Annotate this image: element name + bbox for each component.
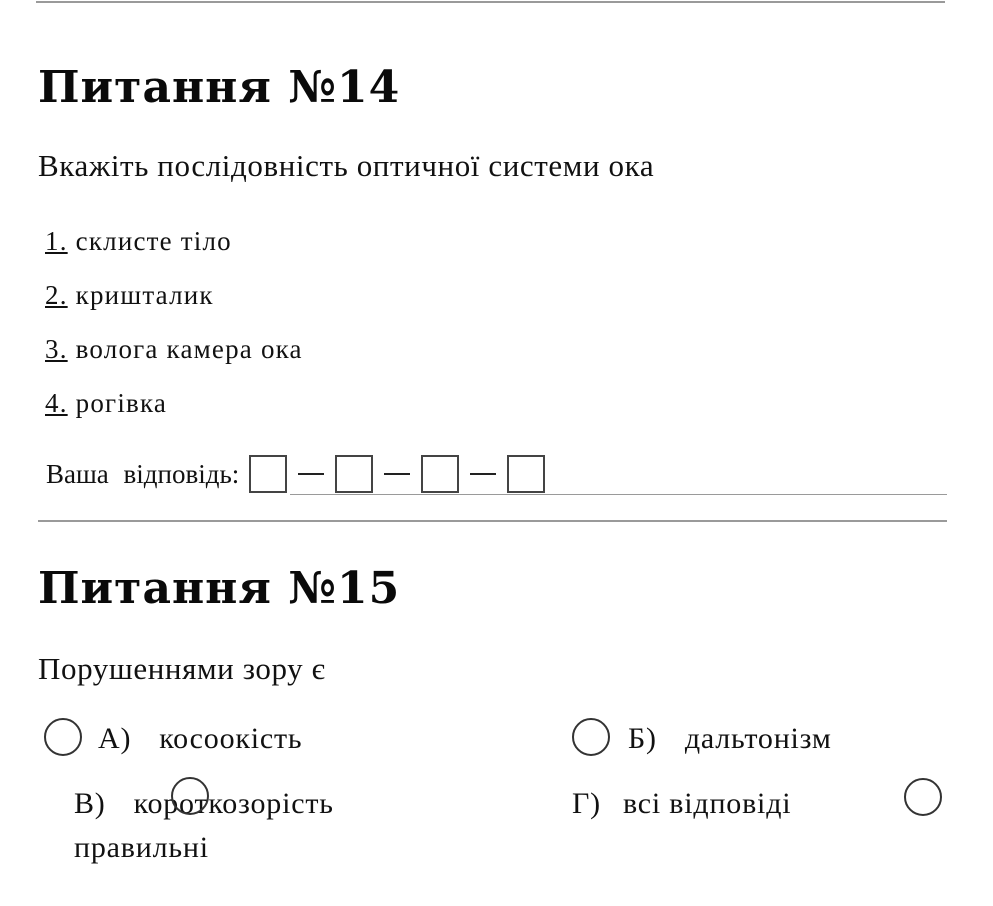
dash-separator: [470, 473, 496, 475]
radio-option-g[interactable]: [904, 778, 942, 816]
option-g: [572, 782, 791, 826]
option-letter: А): [98, 722, 132, 755]
option-label: дальтонізм: [684, 722, 832, 755]
list-item-number: 1.: [45, 226, 68, 256]
option-v: [74, 782, 474, 870]
option-a: [98, 722, 302, 756]
answer-label: Ваша відповідь:: [46, 458, 240, 489]
question-15-title: Питання №15: [38, 563, 401, 614]
option-label: всі відповіді: [622, 787, 792, 820]
list-item: [45, 280, 214, 311]
option-letter: Б): [628, 722, 657, 755]
answer-box-2[interactable]: [335, 455, 373, 493]
list-item: [45, 226, 232, 257]
option-letter: В): [74, 787, 106, 820]
answer-row: [46, 453, 545, 495]
dash-separator: [384, 473, 410, 475]
list-item-label: склисте тіло: [75, 226, 232, 256]
radio-option-v[interactable]: [171, 777, 209, 815]
divider-top: [36, 1, 945, 3]
divider-answer: [290, 494, 947, 495]
option-letter: Г): [572, 787, 601, 820]
radio-option-b[interactable]: [572, 718, 610, 756]
list-item-label: рогівка: [75, 388, 168, 418]
dash-separator: [298, 473, 324, 475]
question-15-text: Порушеннями зору є: [38, 651, 326, 686]
answer-box-4[interactable]: [507, 455, 545, 493]
divider-section: [38, 520, 947, 522]
question-14-text: Вкажіть послідовність оптичної системи ока: [38, 148, 655, 183]
question-14-title: Питання №14: [38, 62, 401, 113]
list-item: [45, 388, 167, 419]
option-label: косоокість: [159, 722, 303, 755]
radio-option-a[interactable]: [44, 718, 82, 756]
answer-box-1[interactable]: [249, 455, 287, 493]
option-label-continuation: правильні: [74, 831, 209, 864]
list-item-label: волога камера ока: [75, 334, 303, 364]
list-item-label: кришталик: [75, 280, 214, 310]
answer-box-3[interactable]: [421, 455, 459, 493]
list-item-number: 2.: [45, 280, 68, 310]
option-label: короткозорість: [133, 787, 334, 820]
list-item: [45, 334, 303, 365]
list-item-number: 4.: [45, 388, 68, 418]
option-b: [628, 722, 832, 756]
list-item-number: 3.: [45, 334, 68, 364]
